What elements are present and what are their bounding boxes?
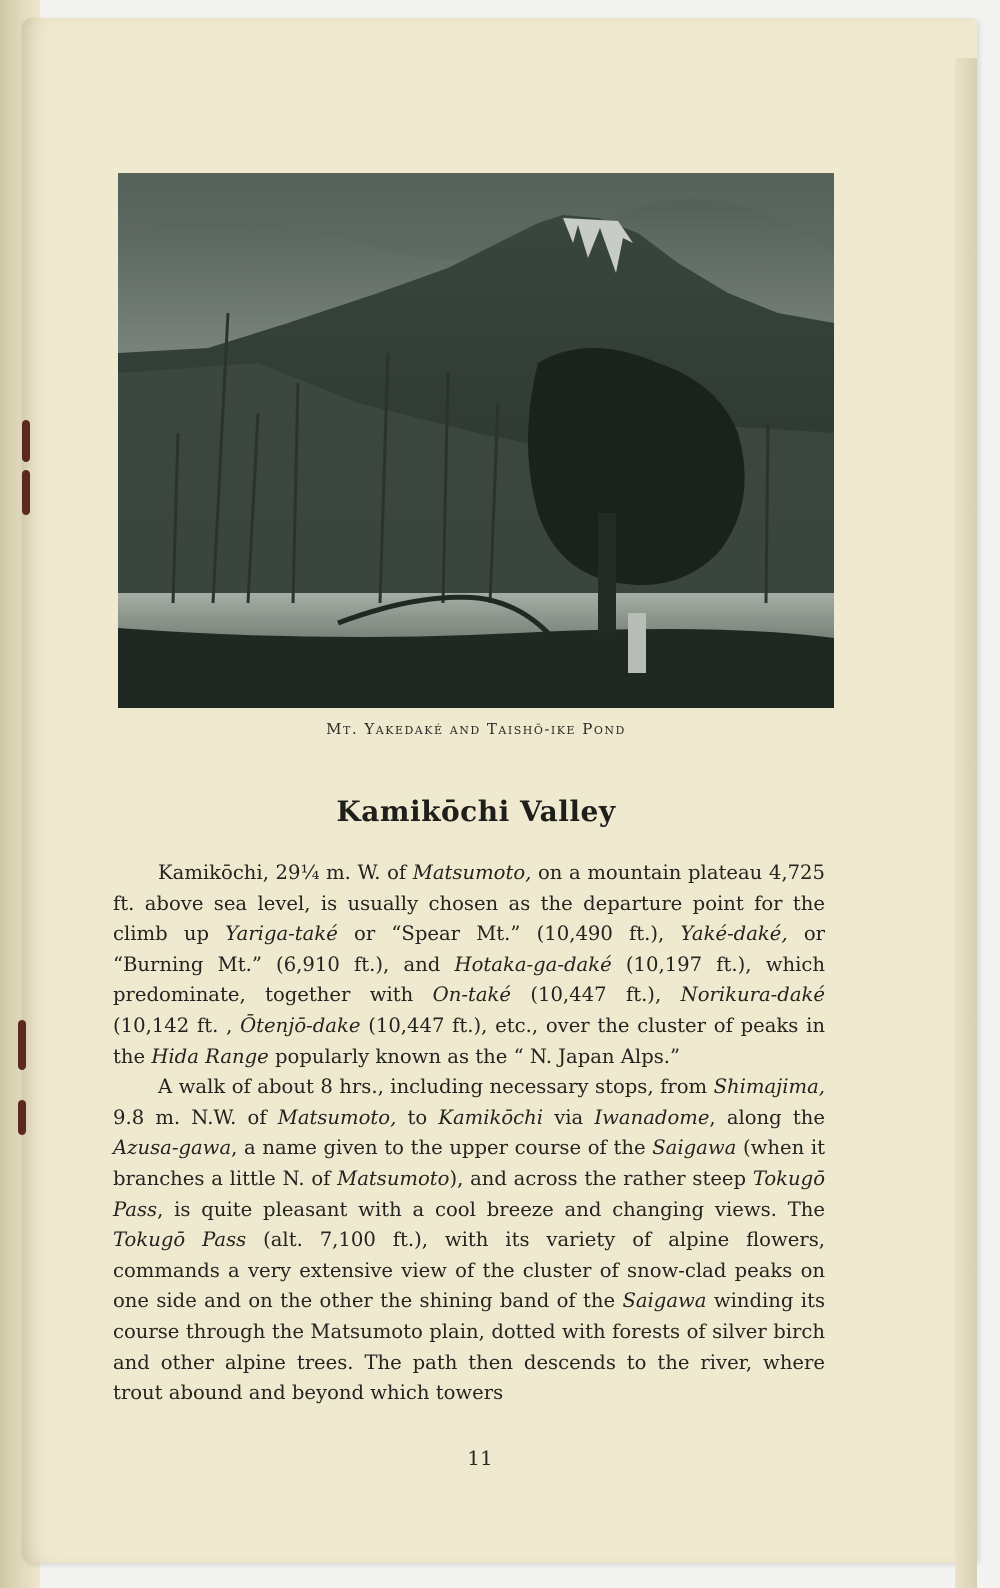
text-run: (alt. 7,100 ft.), with its variety of alpine flowers, commands a very extensive view of the cluster of snow-clad peaks on one side and on the other the shining band of the: [113, 1228, 825, 1313]
italic-term: Matsumoto,: [277, 1105, 397, 1129]
text-run: A walk of about 8 hrs., including necessary stops, from: [158, 1075, 714, 1099]
italic-term: Shimajima,: [713, 1075, 825, 1099]
italic-term: Saigawa: [652, 1136, 737, 1160]
text-run: (when it branches a little N. of: [113, 1136, 825, 1190]
italic-term: Tokugō Pass: [113, 1166, 825, 1221]
paragraph: [113, 1072, 825, 1409]
binding-stitch: [22, 470, 30, 515]
text-run: via: [543, 1105, 595, 1129]
page-number: 11: [467, 1446, 493, 1470]
italic-term: Norikura-daké: [680, 983, 825, 1007]
italic-term: Hotaka-ga-daké: [454, 952, 612, 976]
article-title: Kamikōchi Valley: [336, 795, 616, 828]
binding-stitch: [18, 1100, 26, 1135]
italic-term: Saigawa: [622, 1289, 707, 1313]
text-run: , a name given to the upper course of the: [231, 1136, 653, 1160]
photo-caption: Mt. Yakedaké and Taishō-ike Pond: [326, 720, 626, 738]
text-run: to: [396, 1105, 439, 1129]
text-run: on a mountain plateau 4,725 ft. above sea level, is usually chosen as the departure point for the climb up: [113, 861, 825, 946]
italic-term: Yariga-také: [225, 922, 338, 946]
text-run: or “Burning Mt.” (6,910 ft.), and: [113, 922, 825, 976]
text-run: (10,142 ft. ,: [113, 1013, 241, 1037]
text-run: Kamikōchi, 29¼ m. W. of: [158, 861, 413, 884]
text-run: (10,447 ft.), etc., over the cluster of peaks in the: [113, 1013, 825, 1068]
article-body: [113, 858, 825, 1409]
text-run: , is quite pleasant with a cool breeze and changing views. The: [157, 1197, 825, 1221]
text-run: winding its course through the Matsumoto plain, dotted with forests of silver birch and other alpine trees. The path then descends to the river, where trout abound and beyond which towers: [113, 1289, 826, 1405]
italic-term: Azusa-gawa: [113, 1136, 232, 1160]
italic-term: Ōtenjō-dake: [240, 1013, 361, 1037]
page-edge: [955, 58, 977, 1588]
text-run: or “Spear Mt.” (10,490 ft.),: [337, 922, 681, 946]
binding-stitch: [18, 1020, 26, 1070]
paragraph: [113, 858, 825, 1072]
italic-term: Matsumoto: [337, 1166, 450, 1190]
italic-term: Tokugō Pass: [113, 1228, 247, 1252]
text-run: popularly known as the “ N. Japan Alps.”: [268, 1044, 681, 1068]
italic-term: On-také: [432, 983, 511, 1007]
text-run: 9.8 m. N.W. of: [113, 1105, 278, 1129]
italic-term: Matsumoto,: [412, 861, 532, 884]
italic-term: Kamikōchi: [438, 1105, 544, 1129]
italic-term: Hida Range: [151, 1044, 269, 1068]
binding-stitch: [22, 420, 30, 462]
text-run: (10,447 ft.),: [510, 983, 681, 1007]
italic-term: Yaké-daké,: [680, 922, 788, 946]
text-run: , along the: [709, 1105, 825, 1129]
text-run: ), and across the rather steep: [449, 1166, 753, 1190]
mountain-photo: [118, 173, 834, 708]
italic-term: Iwanadome: [594, 1105, 710, 1129]
text-run: (10,197 ft.), which predominate, together with: [113, 952, 825, 1007]
